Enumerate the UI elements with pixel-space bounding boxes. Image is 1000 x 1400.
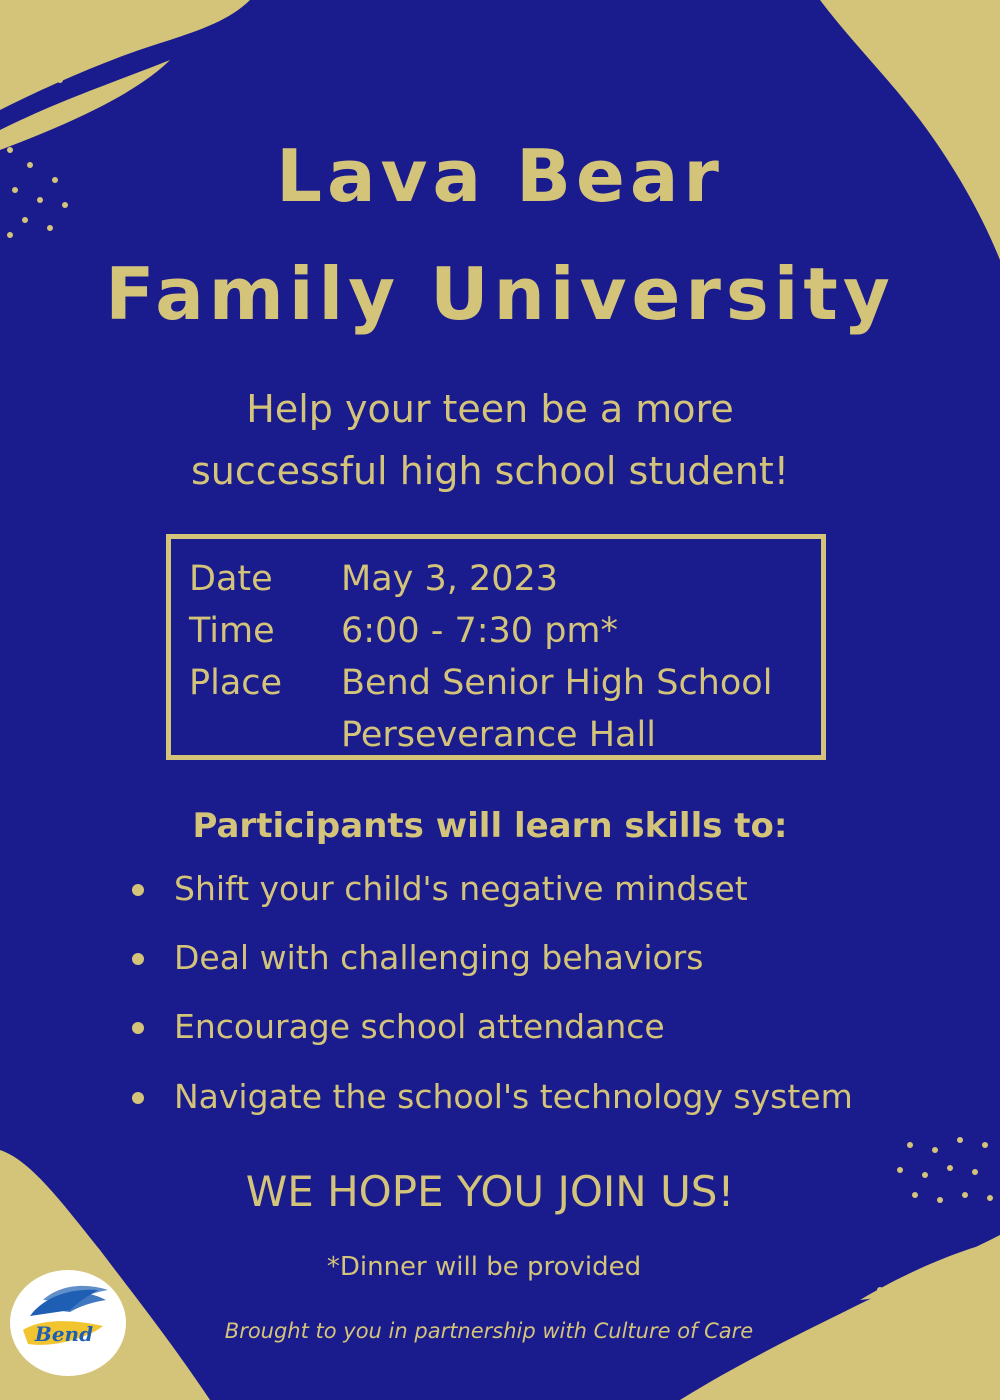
time-value: 6:00 - 7:30 pm* (341, 611, 619, 651)
skill-text: Shift your child's negative mindset (174, 869, 748, 908)
dinner-note: *Dinner will be provided (326, 1252, 642, 1282)
logo-text: Bend (34, 1322, 94, 1346)
bullet-icon (132, 953, 144, 965)
bullet-icon (132, 1092, 144, 1104)
bullet-icon (132, 1022, 144, 1034)
bend-paw-logo-icon (8, 1268, 128, 1378)
title-line-1: Lava Bear (276, 134, 724, 218)
call-to-action: WE HOPE YOU JOIN US! (245, 1167, 735, 1216)
event-details-box (166, 534, 826, 760)
skill-text: Navigate the school's technology system (174, 1077, 853, 1116)
subtitle-line-1: Help your teen be a more (246, 387, 734, 431)
time-label: Time (189, 611, 275, 651)
title-line-2: Family University (105, 252, 895, 336)
skill-text: Encourage school attendance (174, 1007, 665, 1046)
subtitle-line-2: successful high school student! (190, 449, 790, 493)
place-label: Place (189, 663, 283, 703)
place-value-hall: Perseverance Hall (341, 715, 656, 755)
date-label: Date (189, 559, 273, 599)
bullet-icon (132, 884, 144, 896)
skills-heading: Participants will learn skills to: (192, 806, 788, 846)
skill-text: Deal with challenging behaviors (174, 938, 704, 977)
partnership-credit: Brought to you in partnership with Culture of Care (224, 1319, 754, 1343)
place-value: Bend Senior High School (341, 663, 773, 703)
date-value: May 3, 2023 (341, 559, 559, 599)
